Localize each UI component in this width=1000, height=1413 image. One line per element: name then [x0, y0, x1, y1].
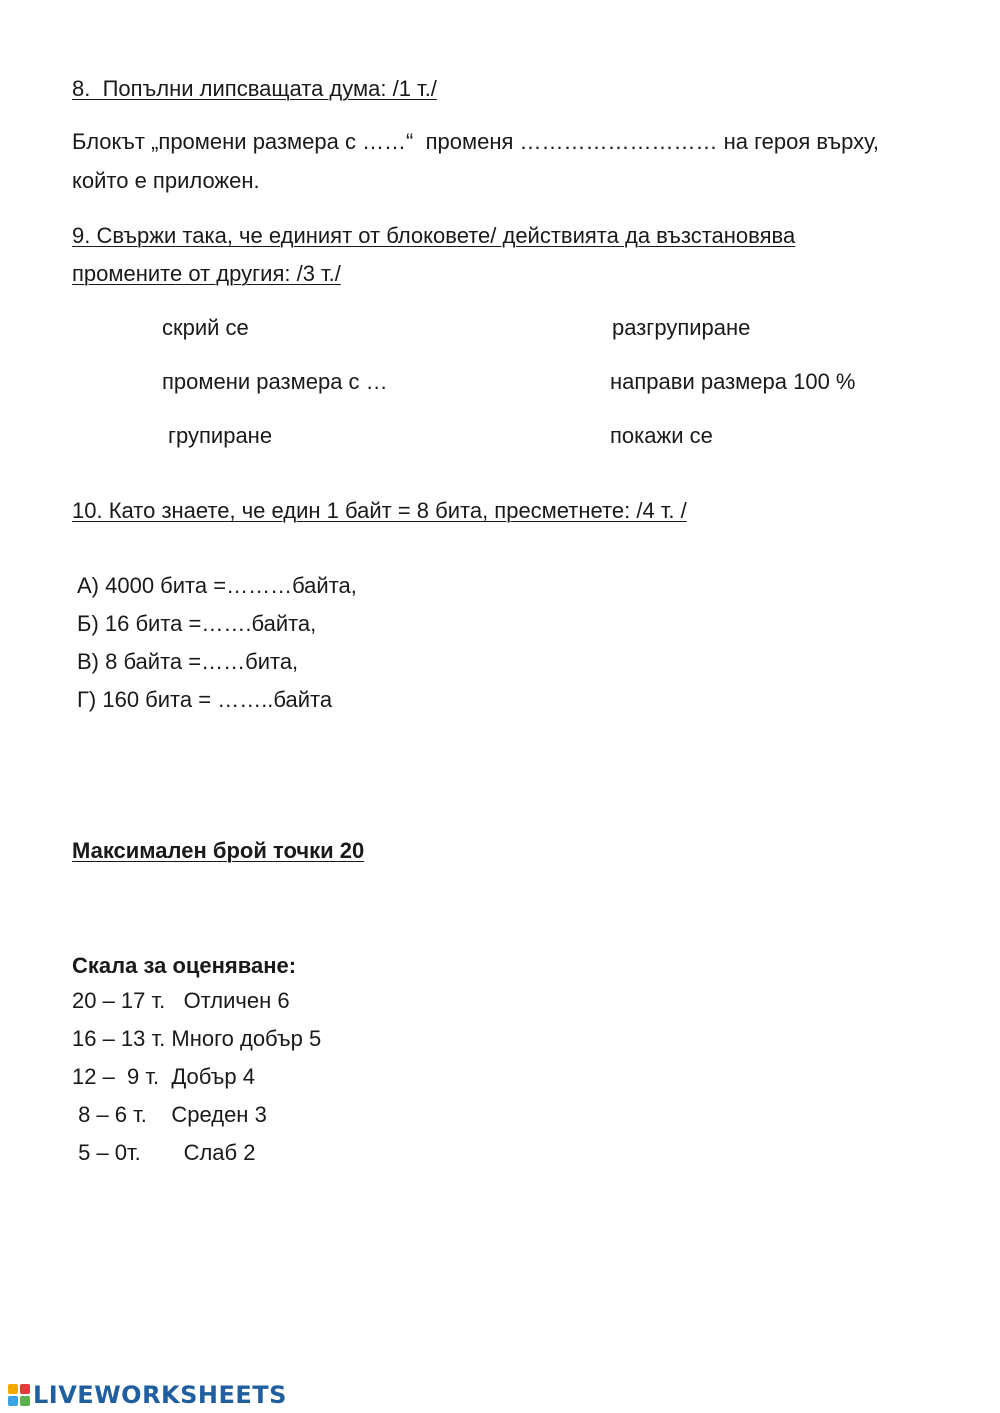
- logo-text: LIVEWORKSHEETS: [33, 1381, 287, 1409]
- q10-item: Г) 160 бита = ……..байта: [77, 687, 333, 712]
- q9-title-line1: 9. Свържи така, че единият от блоковете/ действията да възстановява: [72, 223, 796, 248]
- logo-blocks-icon: [8, 1384, 30, 1406]
- scale-row: 16 – 13 т. Много добър 5: [72, 1026, 322, 1051]
- q9-right-item: направи размера 100 %: [610, 369, 856, 394]
- scale-title: Скала за оценяване:: [72, 953, 297, 978]
- scale-row: 8 – 6 т. Среден 3: [72, 1102, 267, 1127]
- q9-left-item: промени размера с …: [162, 369, 388, 394]
- q8-text-line2: който е приложен.: [72, 168, 260, 193]
- scale-row: 20 – 17 т. Отличен 6: [72, 988, 290, 1013]
- q10-item: Б) 16 бита =…….байта,: [77, 611, 317, 636]
- q10-title: 10. Като знаете, че един 1 байт = 8 бита, пресметнете: /4 т. /: [72, 498, 687, 523]
- q9-title-line2: промените от другия: /3 т./: [72, 261, 341, 286]
- q8-text-line1: Блокът „промени размера с ……“ променя ……………………… на героя върху,: [72, 129, 880, 154]
- scale-row: 12 – 9 т. Добър 4: [72, 1064, 255, 1089]
- q9-right-item: разгрупиране: [612, 315, 751, 340]
- q9-right-item: покажи се: [610, 423, 713, 448]
- q10-item: А) 4000 бита =………байта,: [77, 573, 357, 598]
- scale-row: 5 – 0т. Слаб 2: [72, 1140, 256, 1165]
- liveworksheets-logo: [8, 1381, 287, 1409]
- q8-title: 8. Попълни липсващата дума: /1 т./: [72, 76, 437, 101]
- q9-left-item: скрий се: [162, 315, 249, 340]
- q9-left-item: групиране: [168, 423, 273, 448]
- q10-item: В) 8 байта =……бита,: [77, 649, 299, 674]
- max-points: Максимален брой точки 20: [72, 838, 365, 863]
